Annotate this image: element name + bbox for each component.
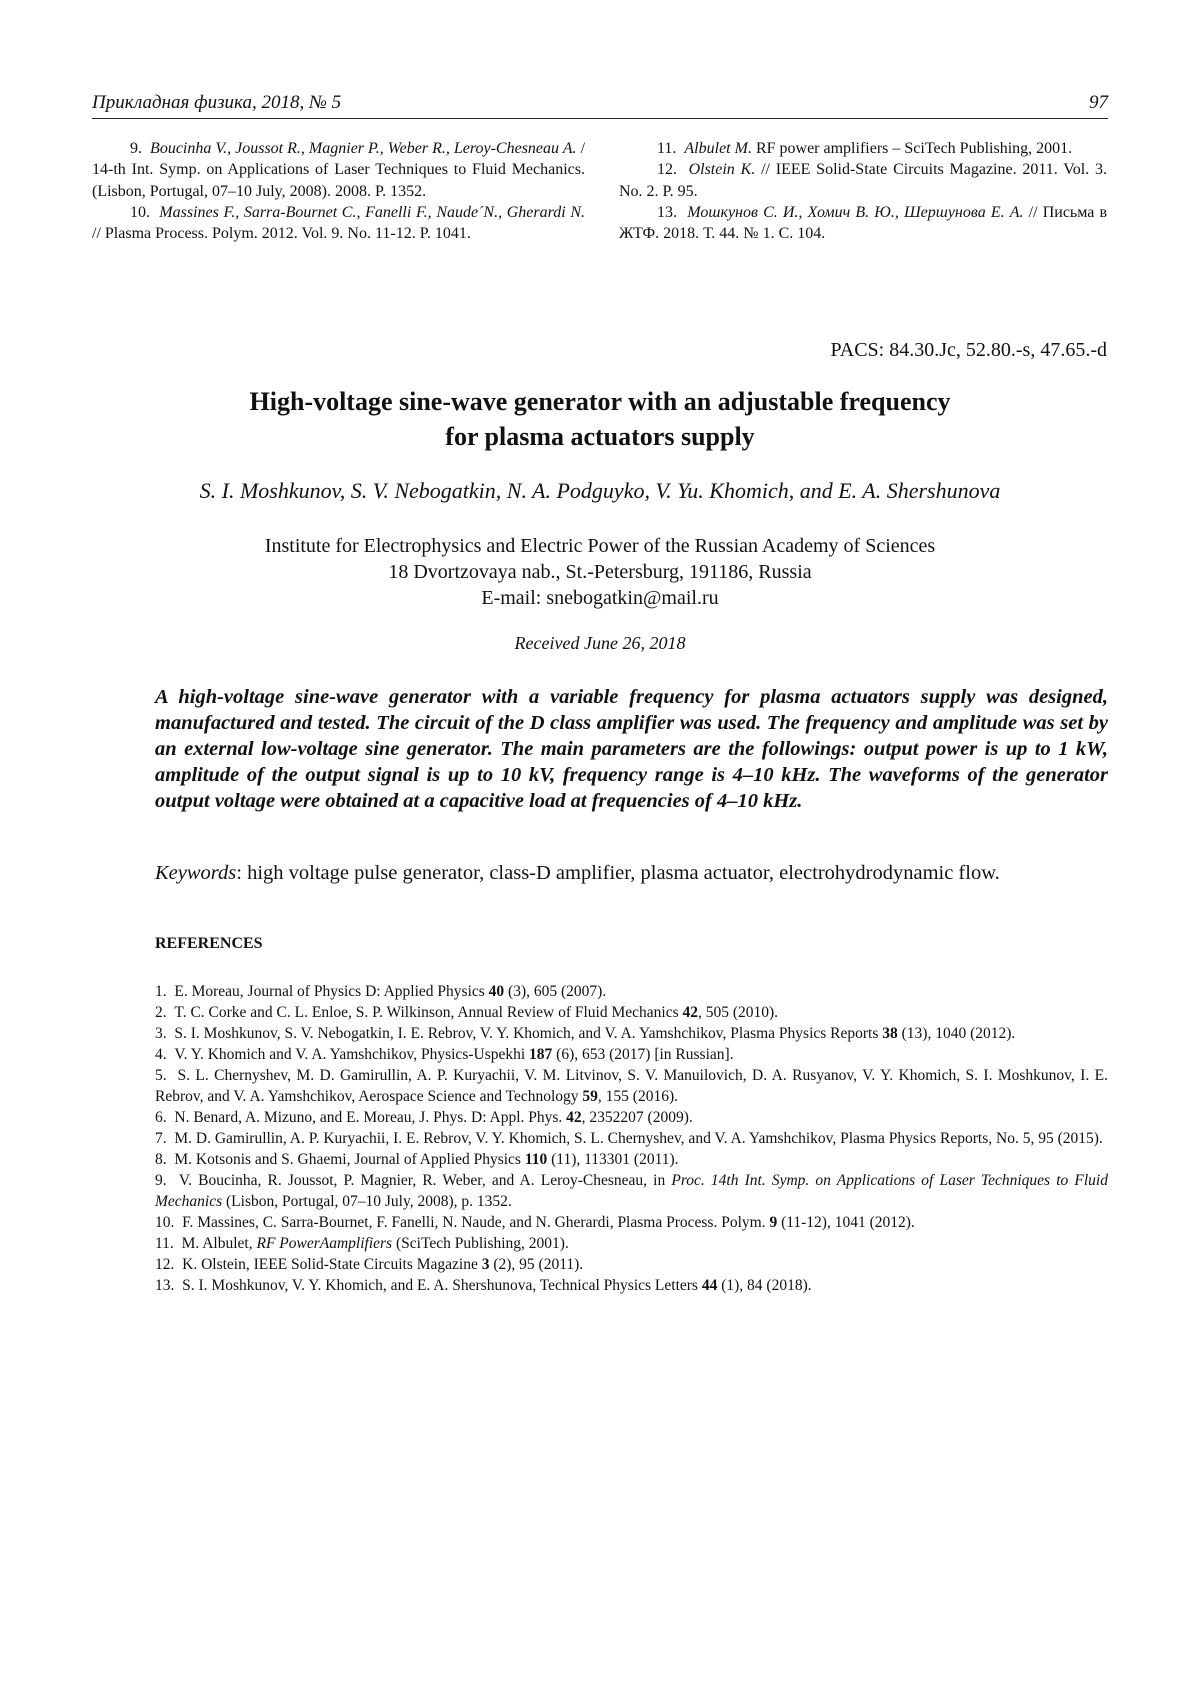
page-number: 97 [1089, 92, 1108, 113]
reference-item: 8. M. Kotsonis and S. Ghaemi, Journal of Applied Physics 110 (11), 113301 (2011). [155, 1151, 679, 1168]
received-date: Received June 26, 2018 [514, 633, 686, 653]
keywords: Keywords: high voltage pulse generator, class-D amplifier, plasma actuator, electrohydrodynamic flow. [155, 862, 1000, 884]
reference-item: 1. E. Moreau, Journal of Physics D: Applied Physics 40 (3), 605 (2007). [155, 983, 607, 1000]
reference-item: 10. F. Massines, C. Sarra-Bournet, F. Fanelli, N. Naude, and N. Gherardi, Plasma Process. Polym. 9 (11-12), 1041 (2012). [155, 1214, 915, 1231]
reference-item: 4. V. Y. Khomich and V. A. Yamshchikov, Physics-Uspekhi 187 (6), 653 (2017) [in Russian]. [155, 1046, 734, 1063]
references-heading: REFERENCES [155, 935, 263, 952]
list-item: 13. Мошкунов С. И., Хомич В. Ю., Шершунова Е. А. // Письма в ЖТФ. 2018. Т. 44. № 1. С. 104. [619, 203, 1108, 243]
running-header [92, 92, 1108, 119]
reference-item: 11. M. Albulet, RF PowerAamplifiers (SciTech Publishing, 2001). [155, 1235, 569, 1252]
affiliation: Institute for Electrophysics and Electric Power of the Russian Academy of Sciences 18 Dvortzovaya nab., St.-Petersburg, 191186, Russia E-mail: snebogatkin@mail.ru [0, 533, 1200, 611]
reference-item: 3. S. I. Moshkunov, S. V. Nebogatkin, I. E. Rebrov, V. Y. Khomich, and V. A. Yamshchikov, Plasma Physics Reports 38 (13), 1040 (2012). [155, 1025, 1016, 1042]
reference-item: 9. V. Boucinha, R. Joussot, P. Magnier, R. Weber, and A. Leroy-Chesneau, in Proc. 14th Int. Symp. on Applications of Laser Techniques to Fluid Mechanics (Lisbon, Portugal, 07–10 July, 2008), p. 1352. [155, 1172, 1108, 1210]
abstract: A high-voltage sine-wave generator with a variable frequency for plasma actuators supply was designed, manufactured and tested. The circuit of the D class amplifier was used. The frequency and amplitude was set by an external low-voltage sine generator. The main parameters are the followings: output power is up to 1 kW, amplitude of the output signal is up to 10 kV, frequency range is 4–10 kHz. The waveforms of the generator output voltage were obtained at a capacitive load at frequencies of 4–10 kHz. [155, 686, 1108, 812]
email-address: E-mail: snebogatkin@mail.ru [481, 587, 719, 609]
list-item: 12. Olstein K. // IEEE Solid-State Circuits Magazine. 2011. Vol. 3. No. 2. P. 95. [619, 161, 1108, 200]
reference-item: 2. T. C. Corke and C. L. Enloe, S. P. Wilkinson, Annual Review of Fluid Mechanics 42, 505 (2010). [155, 1004, 779, 1021]
pacs-codes: PACS: 84.30.Jc, 52.80.-s, 47.65.-d [830, 339, 1107, 361]
list-item: 10. Massines F., Sarra-Bournet C., Fanelli F., Naude´N., Gherardi N. // Plasma Process. Polym. 2012. Vol. 9. No. 11-12. P. 1041. [92, 203, 585, 243]
list-item: 11. Albulet M. RF power amplifiers – SciTech Publishing, 2001. [657, 140, 1073, 157]
previous-article-references-left [92, 138, 585, 244]
list-item: 9. Boucinha V., Joussot R., Magnier P., Weber R., Leroy-Chesneau A. / 14-th Int. Symp. on Applications of Laser Techniques to Fluid Mechanics. (Lisbon, Portugal, 07–10 July, 2008). 2008. P. 1352. [92, 140, 586, 200]
reference-item: 6. N. Benard, A. Mizuno, and E. Moreau, J. Phys. D: Appl. Phys. 42, 2352207 (2009). [155, 1109, 693, 1126]
previous-article-references-right [619, 138, 1107, 244]
reference-list [155, 981, 1108, 1296]
reference-item: 12. K. Olstein, IEEE Solid-State Circuits Magazine 3 (2), 95 (2011). [155, 1256, 584, 1273]
author-list: S. I. Moshkunov, S. V. Nebogatkin, N. A. Podguyko, V. Yu. Khomich, and E. A. Shershunova [199, 478, 1001, 503]
reference-item: 5. S. L. Chernyshev, M. D. Gamirullin, A. P. Kuryachii, V. M. Litvinov, S. V. Manuilovich, D. A. Rusyanov, V. Y. Khomich, S. I. Moshkunov, I. E. Rebrov, and V. A. Yamshchikov, Aerospace Science and Technology 59, 155 (2016). [155, 1067, 1109, 1105]
article-title: High-voltage sine-wave generator with an adjustable frequency for plasma actuators supply [249, 387, 951, 451]
journal-citation: Прикладная физика, 2018, № 5 [92, 92, 342, 113]
reference-item: 13. S. I. Moshkunov, V. Y. Khomich, and E. A. Shershunova, Technical Physics Letters 44 (1), 84 (2018). [155, 1277, 812, 1294]
reference-item: 7. M. D. Gamirullin, A. P. Kuryachii, I. E. Rebrov, V. Y. Khomich, S. L. Chernyshev, and V. A. Yamshchikov, Plasma Physics Reports, No. 5, 95 (2015). [155, 1130, 1103, 1147]
